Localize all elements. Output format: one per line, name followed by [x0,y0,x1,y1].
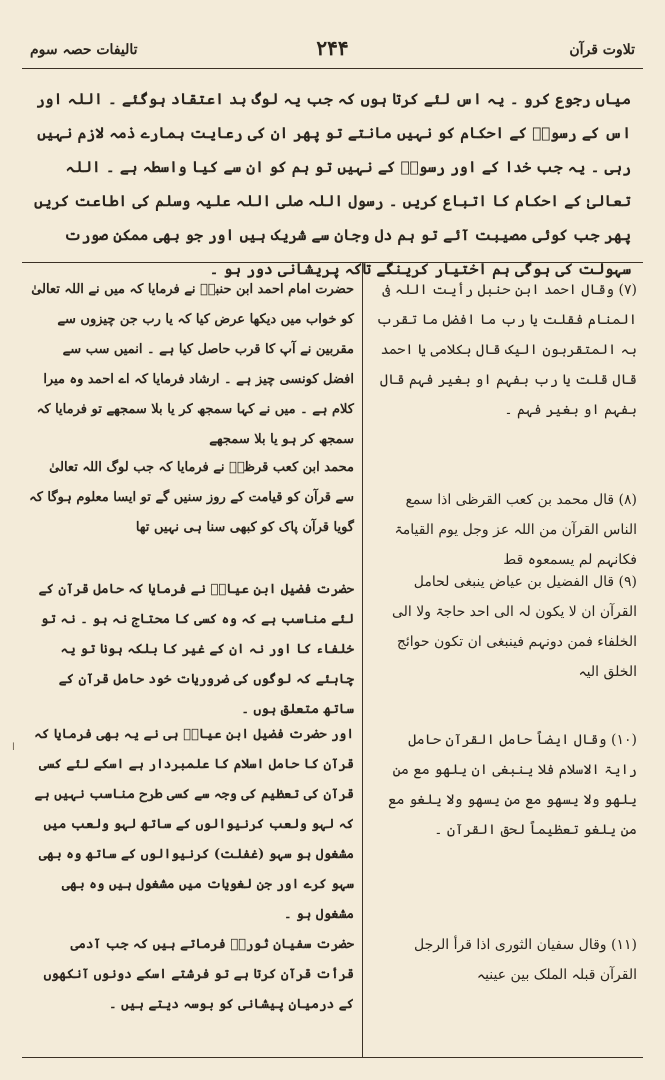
arabic-quote-9: (۹) قال الفضیل بن عیاض ینبغی لحامل القرآن ان لا یکون لہ الی احد حاجۃ ولا الی الخلفاء فمن دونہم فینبغی ان تکون حوائج الخلق الیہ [391,574,637,680]
urdu-translation-8: محمد ابن کعب قرظیؒ نے فرمایا کہ جب لوگ اللہ تعالیٰ سے قرآن کو قیامت کے روز سنیں گے تو ایسا معلوم ہوگا کہ گویا قرآن پاک کو کبھی سنا ہی نہیں تھا [29,460,354,535]
margin-mark: ا [12,742,15,753]
arabic-quote-11: (۱۱) وقال سفیان الثوری اذا قرأ الرجل القرآن قبلہ الملک بین عینیہ [414,937,637,983]
header-book-title: تالیفات حصہ سوم [30,42,138,58]
urdu-column [28,275,354,1058]
intro-text: میاں رجوع کرو ۔ یہ اس لئے کرتا ہوں کہ جب یہ لوگ بد اعتقاد ہوگئے ۔ اللہ اور اس کے رسولؐ کے احکام کو نہیں مانتے تو پھر ان کی رعایت ہمارے ذمہ لازم نہیں رہی ۔ یہ جب خدا کے اور رسولؐ کے نہیں تو ہم کو ان سے کیا واسطہ ہے ۔ اللہ تعالیٰ کے احکام کا اتباع کریں ۔ رسول اللہ صلی اللہ علیہ وسلم کی اطاعت کریں پھر جب کوئی مصیبت آئے تو ہم دل وجان سے شریک ہیں اور جو بھی ممکن صورت سہولت کی ہوگی ہم اختیار کرینگے تاکہ پریشانی دور ہو ۔ [34,90,631,278]
header-rule [22,68,643,69]
page-header [22,34,643,68]
urdu-translation-9: حضرت فضیل ابن عیاضؒ نے فرمایا کہ حامل قرآن کے لئے مناسب ہے کہ وہ کسی کا محتاج نہ ہو ۔ نہ تو خلفاء کا اور نہ ان کے غیر کا بلکہ ہونا تو یہ چاہئے کہ لوگوں کی ضروریات خود حامل قرآن کے ساتھ متعلق ہوں ۔ [38,582,354,717]
two-column-section [22,262,643,1058]
arabic-quote-8: (۸) قال محمد بن کعب القرظی اذا سمع الناس القرآن من اللہ عز وجل یوم القیامۃ فکانہم لم یسمعوہ قط [394,492,637,568]
column-divider [362,263,363,1058]
urdu-translation-10: اور حضرت فضیل ابن عیاضؒ ہی نے یہ بھی فرمایا کہ قرآن کا حامل اسلام کا علمبردار ہے اسکے لئے کسی قرآن کی تعظیم کی وجہ سے کسی طرح مناسب نہیں ہے کہ لہو ولعب کرنیوالوں کے ساتھ لہو ولعب میں مشغول ہو سہو (غفلت) کرنیوالوں کے ساتھ وہ بھی سہو کرے اور جن لغویات میں مشغول ہیں وہ بھی مشغول ہو ۔ [34,727,354,922]
arabic-quote-10: (۱۰) وقال ایضاً حامل القرآن حامل رایۃ الاسلام فلا ینبغی ان یلھو مع من یلھو ولا یسھو مع من یسھو ولا یلغو مع من یلغو تعظیماً لحق القرآن ۔ [388,732,637,838]
urdu-translation-7: حضرت امام احمد ابن حنبلؒ نے فرمایا کہ میں نے اللہ تعالیٰ کو خواب میں دیکھا عرض کیا کہ یا رب جن چیزوں سے مقربین نے آپ کا قرب حاصل کیا ہے ۔ انمیں سب سے افضل کونسی چیز ہے ۔ ارشاد فرمایا کہ اے احمد وہ میرا کلام ہے ۔ میں نے کہا سمجھ کر یا بلا سمجھے تو فرمایا کہ سمجھ کر ہو یا بلا سمجھے [31,282,354,447]
urdu-translation-11: حضرت سفیان ثوریؒ فرماتے ہیں کہ جب آدمی قرأت قرآن کرتا ہے تو فرشتے اسکے دونوں آنکھوں کے درمیان پیشانی کو بوسہ دیتے ہیں ۔ [43,937,354,1012]
arabic-quote-7: (۷) وقال احمد ابن حنبل رأیت اللہ فی المنام فقلت یا رب ما افضل ما تقرب بہ المتقربون الیک قال بکلامی یا احمد قال قلت یا رب بفہم او بغیر فہم قال بفہم او بغیر فہم ۔ [376,282,637,418]
header-chapter-title: تلاوت قرآن [569,42,635,58]
arabic-column [374,275,637,1058]
intro-paragraph [34,82,631,278]
page-number: ۲۴۴ [316,36,349,60]
footer-rule [22,1057,643,1058]
